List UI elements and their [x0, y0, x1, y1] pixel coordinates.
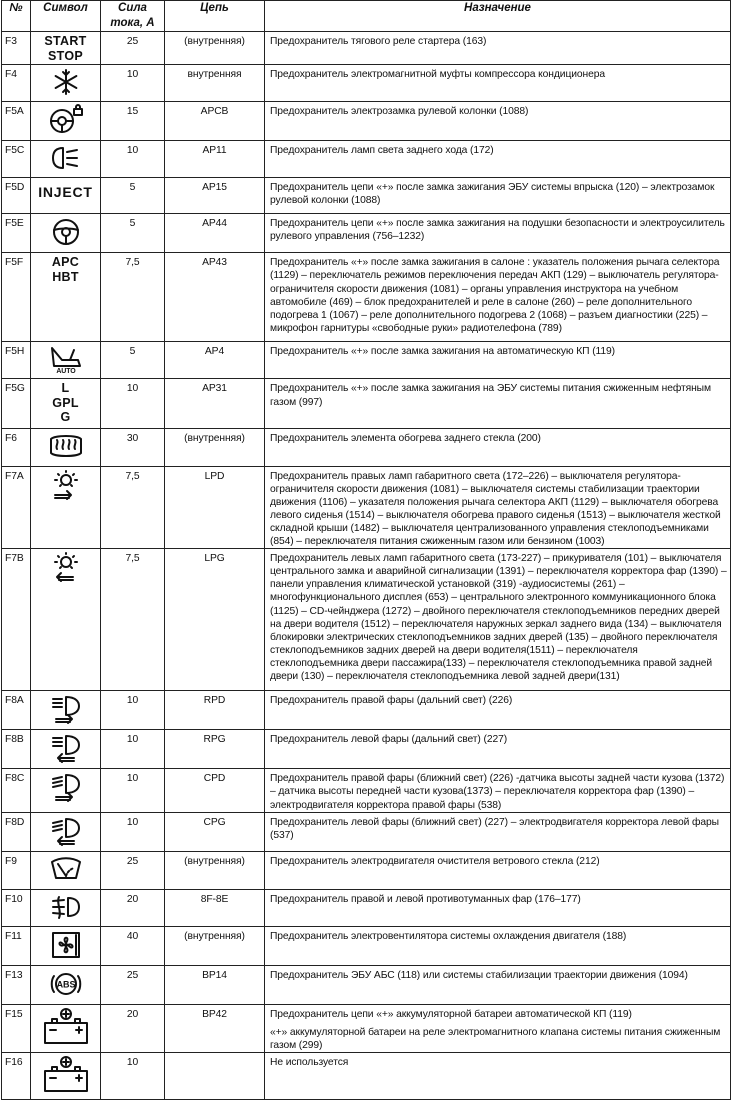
- symbol-text: STOP: [47, 48, 83, 63]
- symbol-text: HBT: [52, 269, 79, 284]
- fuse-circuit: RPG: [165, 730, 265, 769]
- fuse-row: [2, 102, 731, 141]
- fuse-description: [265, 691, 731, 730]
- fuse-symbol: [31, 1004, 101, 1052]
- description-text: Не используется: [270, 1057, 349, 1069]
- description-text: Предохранитель левой фары (ближний свет) (227) – электродвигателя корректора левой фары (537): [270, 817, 719, 842]
- fuse-amperage: 20: [101, 1004, 165, 1052]
- fuse-row: [2, 691, 731, 730]
- header-circuit: Цепь: [165, 1, 265, 32]
- fuse-number: F7A: [2, 466, 31, 549]
- fuse-circuit: (внутренняя): [165, 852, 265, 889]
- symbol-text: START: [44, 34, 87, 48]
- description-text: Предохранитель «+» после замка зажигания в салоне : указатель положения рычага селектора (1129) – переключатель режимов переключения передач АКП (129) – выключатель регулятора-ограничителя скорости движения (1081) – органы управления инструктора на учебном автомобиле (469) – блок предохранителей и реле в салоне (260) – реле дополнительного подогрева 1 (1067) – реле дополнительного подогрева 2 (1068) – разъем диагностики (225) – микрофон гарнитуры «свободные руки» радиотелефона (789): [270, 257, 720, 334]
- fuse-circuit: AP4: [165, 342, 265, 379]
- reverse-lamp-icon: [49, 143, 83, 177]
- low-beam-left-icon: [50, 815, 82, 851]
- fuse-number: F10: [2, 889, 31, 926]
- fuse-number: F5F: [2, 253, 31, 342]
- fuse-description: [265, 379, 731, 429]
- rear-defrost-icon: [47, 431, 85, 465]
- fuse-description: [265, 549, 731, 691]
- fuse-row: [2, 852, 731, 889]
- fuse-description: [265, 1004, 731, 1052]
- fuse-symbol: [31, 141, 101, 178]
- fuse-amperage: 10: [101, 769, 165, 813]
- fuse-circuit: RPD: [165, 691, 265, 730]
- fuse-number: F8A: [2, 691, 31, 730]
- fuse-circuit: CPD: [165, 769, 265, 813]
- symbol-text: APC: [51, 255, 80, 270]
- fuse-row: [2, 813, 731, 852]
- description-text-2: «+» аккумуляторной батареи на реле электромагнитного клапана системы питания сжиженным газом (299): [270, 1026, 721, 1051]
- fuse-description: [265, 429, 731, 466]
- fuse-amperage: 25: [101, 965, 165, 1004]
- fuse-circuit: AP11: [165, 141, 265, 178]
- fuse-description: [265, 214, 731, 253]
- fuse-circuit: (внутренняя): [165, 32, 265, 65]
- fuse-symbol: [31, 1053, 101, 1100]
- fuse-amperage: 10: [101, 65, 165, 102]
- fuse-row: [2, 466, 731, 549]
- fuse-circuit: BP14: [165, 965, 265, 1004]
- fuse-amperage: 7,5: [101, 253, 165, 342]
- fuse-symbol: [31, 730, 101, 769]
- fuse-amperage: 10: [101, 730, 165, 769]
- description-text: Предохранитель «+» после замка зажигания на автоматическую КП (119): [270, 346, 615, 358]
- description-text: Предохранитель электровентилятора системы охлаждения двигателя (188): [270, 930, 627, 942]
- high-beam-right-icon: [50, 693, 82, 729]
- fuse-description: [265, 102, 731, 141]
- fuse-number: F5A: [2, 102, 31, 141]
- fuse-row: [2, 379, 731, 429]
- fuse-description: [265, 466, 731, 549]
- fuse-description: [265, 32, 731, 65]
- fuse-amperage: 10: [101, 1053, 165, 1100]
- fuse-row: [2, 65, 731, 102]
- fuse-number: F5H: [2, 342, 31, 379]
- description-text: Предохранитель правой фары (ближний свет) (226) -датчика высоты задней части кузова (1372) – датчика высоты передней части кузова(1373) – переключателя корректора фар (1390) – электродвигателя корректора правой фары (538): [270, 773, 725, 811]
- fuse-description: [265, 730, 731, 769]
- fuse-row: [2, 1004, 731, 1052]
- fuse-number: F5G: [2, 379, 31, 429]
- fuse-symbol: [31, 178, 101, 214]
- fuse-amperage: 10: [101, 691, 165, 730]
- fuse-row: [2, 730, 731, 769]
- fuse-number: F5D: [2, 178, 31, 214]
- description-text: Предохранитель цепи «+» аккумуляторной батареи автоматической КП (119): [270, 1008, 632, 1020]
- fuse-symbol: [31, 691, 101, 730]
- fuse-symbol: [31, 813, 101, 852]
- fuse-circuit: внутренняя: [165, 65, 265, 102]
- symbol-text: GPL: [52, 395, 79, 410]
- fuse-amperage: 7,5: [101, 549, 165, 691]
- fuse-circuit: LPD: [165, 466, 265, 549]
- side-light-right-icon: [49, 469, 83, 507]
- fuse-description: [265, 926, 731, 965]
- fuse-description: [265, 141, 731, 178]
- symbol-text: L: [61, 381, 70, 396]
- fuse-symbol: [31, 214, 101, 253]
- header-row: [2, 1, 731, 32]
- fuse-number: F3: [2, 32, 31, 65]
- low-beam-right-icon: [50, 771, 82, 807]
- fuse-number: F6: [2, 429, 31, 466]
- fuse-circuit: AP43: [165, 253, 265, 342]
- fuse-amperage: 5: [101, 342, 165, 379]
- fuse-row: [2, 32, 731, 65]
- fuse-amperage: 5: [101, 214, 165, 253]
- fuse-row: [2, 889, 731, 926]
- fuse-description: [265, 1053, 731, 1100]
- description-text: Предохранитель правой фары (дальний свет) (226): [270, 695, 513, 707]
- fuse-amperage: 7,5: [101, 466, 165, 549]
- fuse-circuit: LPG: [165, 549, 265, 691]
- fuse-circuit: AP44: [165, 214, 265, 253]
- fuse-row: [2, 342, 731, 379]
- fuse-circuit: AP15: [165, 178, 265, 214]
- fuse-number: F5E: [2, 214, 31, 253]
- description-text: Предохранитель цепи «+» после замка зажигания на подушки безопасности и электроусилитель рулевого управления (756–1232): [270, 218, 725, 243]
- header-purpose: Назначение: [265, 1, 731, 32]
- description-text: Предохранитель электродвигателя очистителя ветрового стекла (212): [270, 856, 600, 868]
- fuse-number: F11: [2, 926, 31, 965]
- description-text: Предохранитель элемента обогрева заднего стекла (200): [270, 433, 541, 445]
- fuse-amperage: 10: [101, 379, 165, 429]
- fuse-description: [265, 965, 731, 1004]
- fuse-circuit: BP42: [165, 1004, 265, 1052]
- fuse-row: [2, 1053, 731, 1100]
- fuse-amperage: 10: [101, 813, 165, 852]
- fuse-number: F9: [2, 852, 31, 889]
- cooling-fan-icon: [49, 929, 83, 965]
- fuse-amperage: 5: [101, 178, 165, 214]
- fuse-row: [2, 965, 731, 1004]
- fuse-description: [265, 342, 731, 379]
- header-number: №: [2, 1, 31, 32]
- windscreen-wiper-icon: [48, 854, 84, 888]
- fuse-symbol: [31, 852, 101, 889]
- fuse-symbol: [31, 889, 101, 926]
- fuse-amperage: 15: [101, 102, 165, 141]
- description-text: Предохранитель правых ламп габаритного света (172–226) – выключателя регулятора-ограничителя скорости движения (1081) – выключателя системы стабилизации траектории движения (1106) – указателя положения рычага селектора АКП (1129) – выключателя обогрева левого сиденья (1514) – выключателя обогрева правого сиденья (1513) – выключателя жесткой складной крыши (1482) – выключателя централизованного управления стеклоподъемниками (854) – переключателя питания сжиженным газом или бензином (1003): [270, 470, 721, 548]
- fuse-symbol: [31, 253, 101, 342]
- fuse-description: [265, 769, 731, 813]
- fuse-row: [2, 214, 731, 253]
- fuse-description: [265, 178, 731, 214]
- fuse-description: [265, 65, 731, 102]
- fuse-circuit: (внутренняя): [165, 926, 265, 965]
- description-text: Предохранитель электрозамка рулевой колонки (1088): [270, 106, 529, 118]
- description-text: Предохранитель левой фары (дальний свет) (227): [270, 734, 508, 746]
- fuse-number: F8D: [2, 813, 31, 852]
- description-text: Предохранитель правой и левой противотуманных фар (176–177): [270, 893, 581, 905]
- symbol-text: G: [60, 410, 71, 425]
- fuse-symbol: [31, 466, 101, 549]
- steering-wheel-icon: [50, 216, 82, 252]
- fuse-row: [2, 141, 731, 178]
- fuse-symbol: [31, 65, 101, 102]
- battery-icon: [40, 1007, 92, 1051]
- fuse-amperage: 30: [101, 429, 165, 466]
- description-text: Предохранитель электромагнитной муфты компрессора кондиционера: [270, 69, 605, 80]
- fuse-amperage: 25: [101, 852, 165, 889]
- fuse-description: [265, 813, 731, 852]
- fuse-number: F13: [2, 965, 31, 1004]
- fuse-symbol: [31, 926, 101, 965]
- fuse-number: F8B: [2, 730, 31, 769]
- steering-lock-icon: [46, 104, 86, 140]
- fuse-symbol: [31, 965, 101, 1004]
- fuse-row: [2, 429, 731, 466]
- fog-lamp-icon: [48, 892, 84, 926]
- fuse-circuit: AP31: [165, 379, 265, 429]
- fuse-circuit: (внутренняя): [165, 429, 265, 466]
- description-text: Предохранитель цепи «+» после замка зажигания ЭБУ системы впрыска (120) – электрозамок рулевой колонки (1088): [270, 182, 715, 207]
- fuse-amperage: 25: [101, 32, 165, 65]
- fuse-symbol: [31, 342, 101, 379]
- auto-gearbox-icon: [48, 344, 84, 378]
- fuse-number: F7B: [2, 549, 31, 691]
- abs-icon: [49, 968, 83, 1004]
- fuse-row: [2, 769, 731, 813]
- fuse-description: [265, 889, 731, 926]
- fuse-symbol: [31, 549, 101, 691]
- fuse-number: F5C: [2, 141, 31, 178]
- description-text: Предохранитель тягового реле стартера (163): [270, 36, 487, 47]
- fuse-number: F16: [2, 1053, 31, 1100]
- description-text: Предохранитель левых ламп габаритного света (173-227) – прикуривателя (101) – выключателя центрального замка и аварийной сигнализации (1391) – переключателя корректора фар (1390) – панели управления климатической установкой (319) -аудиосистемы (261) – многофункционального дисплея (653) – центрального электронного коммуникационного блока (1125) – CD-чейнджера (1272) – двойного переключателя стеклоподъемников передних дверей на двери водителя (1512) – переключателя наружных зеркал заднего вида (134) – выключателя блокировки электрических стеклоподъемников задних дверей (135) – двойного переключателя стеклоподъемников задних дверей на двери водителя(1511) – переключателя стеклоподъемника двери пассажира(133) – переключателя стеклоподъемника правой задней двери (130) – переключателя стеклоподъемника левой задней двери(131): [270, 553, 727, 682]
- svg-text:ABS: ABS: [56, 979, 75, 990]
- fuse-table: [1, 0, 731, 1100]
- battery-icon: [40, 1055, 92, 1099]
- fuse-row: [2, 253, 731, 342]
- fuse-row: [2, 926, 731, 965]
- header-symbol: Символ: [31, 1, 101, 32]
- header-amperage: Сила тока, А: [101, 1, 165, 32]
- fuse-symbol: [31, 429, 101, 466]
- description-text: Предохранитель ламп света заднего хода (172): [270, 145, 494, 157]
- fuse-row: [2, 549, 731, 691]
- fuse-symbol: [31, 32, 101, 65]
- fuse-description: [265, 852, 731, 889]
- fuse-circuit: 8F-8E: [165, 889, 265, 926]
- fuse-circuit: CPG: [165, 813, 265, 852]
- fuse-row: [2, 178, 731, 214]
- fuse-description: [265, 253, 731, 342]
- fuse-amperage: 40: [101, 926, 165, 965]
- fuse-number: F4: [2, 65, 31, 102]
- high-beam-left-icon: [50, 732, 82, 768]
- ac-snowflake-icon: [51, 67, 81, 101]
- fuse-number: F15: [2, 1004, 31, 1052]
- fuse-amperage: 10: [101, 141, 165, 178]
- description-text: Предохранитель ЭБУ АБС (118) или системы стабилизации траектории движения (1094): [270, 969, 688, 981]
- fuse-symbol: [31, 102, 101, 141]
- side-light-left-icon: [49, 551, 83, 589]
- fuse-symbol: [31, 379, 101, 429]
- symbol-text: INJECT: [38, 184, 93, 201]
- fuse-symbol: [31, 769, 101, 813]
- description-text: Предохранитель «+» после замка зажигания на ЭБУ системы питания сжиженным нефтяным газом (997): [270, 383, 711, 408]
- fuse-amperage: 20: [101, 889, 165, 926]
- fuse-circuit: [165, 1053, 265, 1100]
- svg-text:AUTO: AUTO: [55, 368, 76, 375]
- fuse-circuit: APCB: [165, 102, 265, 141]
- fuse-number: F8C: [2, 769, 31, 813]
